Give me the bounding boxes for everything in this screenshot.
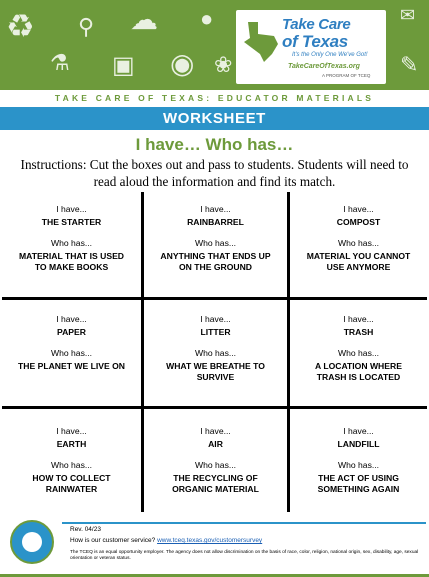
- recycle-icon: ♻: [6, 8, 35, 44]
- tceq-seal-center: [22, 532, 42, 552]
- apple-icon: ●: [200, 6, 214, 31]
- card-clue: HOW TO COLLECT RAINWATER: [32, 472, 111, 494]
- i-have-label: I have...: [56, 426, 87, 436]
- card-clue: THE ACT OF USING SOMETHING AGAIN: [317, 472, 400, 494]
- card-clue: THE RECYCLING OF ORGANIC MATERIAL: [172, 472, 259, 494]
- who-has-label: Who has...: [194, 348, 237, 358]
- card[interactable]: [290, 204, 427, 274]
- card[interactable]: [290, 314, 427, 384]
- card-clue: ANYTHING THAT ENDS UP ON THE GROUND: [160, 250, 271, 272]
- card-answer: COMPOST: [336, 216, 381, 227]
- who-has-label: Who has...: [337, 238, 380, 248]
- grid-divider-horizontal: [2, 406, 427, 409]
- grid-divider-horizontal: [2, 297, 427, 300]
- card-grid: [2, 192, 427, 512]
- survey-line: [70, 537, 262, 544]
- card-answer: PAPER: [57, 326, 86, 337]
- who-has-label: Who has...: [50, 238, 93, 248]
- eeo-statement: The TCEQ is an equal opportunity employer. The agency does not allow discrimination on the basis of race, color, religion, national origin, sex, disability, age, sexual orientation or veteran status.: [70, 550, 419, 562]
- card-answer: EARTH: [56, 438, 87, 449]
- who-has-label: Who has...: [194, 460, 237, 470]
- pencil-icon: ✎: [400, 52, 419, 77]
- i-have-label: I have...: [56, 314, 87, 324]
- i-have-label: I have...: [343, 204, 374, 214]
- logo-tagline: It's the Only One We've Got!: [292, 52, 368, 58]
- survey-link[interactable]: www.tceq.texas.gov/customersurvey: [157, 537, 263, 544]
- microscope-icon: ⚲: [78, 14, 95, 39]
- educator-materials-strip: TAKE CARE OF TEXAS: EDUCATOR MATERIALS: [54, 93, 375, 103]
- card[interactable]: [290, 426, 427, 496]
- i-have-label: I have...: [343, 426, 374, 436]
- card-clue: WHAT WE BREATHE TO SURVIVE: [166, 360, 265, 382]
- leaf-icon: ❀: [214, 52, 233, 77]
- card[interactable]: [2, 204, 141, 274]
- card[interactable]: [144, 204, 287, 274]
- globe-icon: ◉: [170, 48, 195, 79]
- page-title: I have… Who has…: [135, 135, 294, 154]
- i-have-label: I have...: [200, 314, 231, 324]
- i-have-label: I have...: [343, 314, 374, 324]
- card-answer: THE STARTER: [41, 216, 102, 227]
- card-clue: THE PLANET WE LIVE ON: [18, 360, 125, 371]
- laptop-icon: ▣: [112, 52, 135, 79]
- worksheet-banner: WORKSHEET: [0, 107, 429, 130]
- cloud-icon: ☁: [130, 4, 158, 35]
- card-clue: MATERIAL YOU CANNOT USE ANYMORE: [306, 250, 411, 272]
- take-care-of-texas-logo: [236, 10, 386, 84]
- card[interactable]: [144, 314, 287, 384]
- card-answer: TRASH: [343, 326, 374, 337]
- i-have-label: I have...: [200, 204, 231, 214]
- card[interactable]: [2, 426, 141, 496]
- card[interactable]: [2, 314, 141, 372]
- i-have-label: I have...: [56, 204, 87, 214]
- logo-wordmark-line1: Take Care: [282, 16, 351, 33]
- header-banner: [0, 0, 429, 90]
- revision-date: Rev. 04/23: [70, 526, 101, 533]
- texas-map-icon: [242, 18, 282, 64]
- logo-wordmark-line2: of Texas: [282, 32, 348, 51]
- i-have-label: I have...: [200, 426, 231, 436]
- tceq-seal-icon: [10, 520, 54, 564]
- logo-url: TakeCareOfTexas.org: [288, 63, 360, 70]
- card-clue: MATERIAL THAT IS USED TO MAKE BOOKS: [18, 250, 125, 272]
- card-answer: AIR: [208, 438, 223, 449]
- card-answer: LITTER: [200, 326, 231, 337]
- envelope-icon: ✉: [400, 5, 416, 25]
- who-has-label: Who has...: [194, 238, 237, 248]
- instructions: Instructions: Cut the boxes out and pass to students. Students will need to read aloud the information and find its match.: [20, 157, 409, 189]
- card-clue: A LOCATION WHERE TRASH IS LOCATED: [315, 360, 402, 382]
- flask-icon: ⚗: [50, 50, 70, 75]
- who-has-label: Who has...: [337, 348, 380, 358]
- card[interactable]: [144, 426, 287, 496]
- card-answer: RAINBARREL: [187, 216, 244, 227]
- logo-program: A PROGRAM OF TCEQ: [322, 73, 371, 78]
- card-answer: LANDFILL: [337, 438, 380, 449]
- who-has-label: Who has...: [337, 460, 380, 470]
- who-has-label: Who has...: [50, 460, 93, 470]
- survey-prompt: How is our customer service?: [70, 537, 158, 544]
- footer-divider: [62, 522, 426, 524]
- who-has-label: Who has...: [50, 348, 93, 358]
